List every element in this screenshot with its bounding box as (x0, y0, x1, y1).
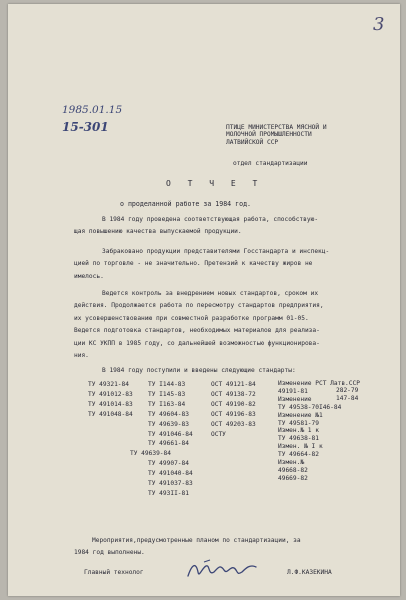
paragraph-line: действия. Продолжается работа по пересмотру стандартов предприятия, (74, 302, 324, 310)
standards-column-1 (88, 380, 133, 420)
standard-item: ОСТ 49138-72 (211, 390, 256, 398)
standard-item: ОСТ 49190-82 (211, 400, 256, 408)
paragraph-line: Ведется контроль за внедрением новых стандартов, сроком их (102, 290, 319, 297)
standards-column-2 (130, 380, 193, 499)
standard-item: ОСТ 49196-83 (211, 410, 256, 418)
standard-item: Измен.№ 1 к (278, 427, 319, 435)
standard-item: ТУ 491048-84 (88, 410, 133, 418)
registration-date: 1985.01.15 (62, 104, 123, 116)
paragraph-line: Забраковано продукции представителями Госстандарта и инспекц- (102, 248, 330, 255)
paragraph-line: ции КС УКПП в 1985 году, со дальнейшей возможностью функционирова- (74, 339, 320, 347)
signatory-position: Главный технолог (84, 569, 144, 576)
header-line: ПТИЦЕ МИНИСТЕРСТВА МЯСНОЙ И (226, 124, 327, 131)
standard-item: Измен. № I к (278, 443, 323, 451)
paragraph-3 (74, 288, 374, 362)
standard-item: ТУ 49639-84 (130, 450, 171, 458)
standard-item: ТУ I144-83 (148, 381, 186, 388)
department-name: отдел стандартизации (233, 160, 308, 167)
paragraph-line: щая повышению качества выпускаемой продукции. (74, 228, 242, 236)
header-line: ЛАТВИЙСКОЙ ССР (226, 138, 279, 146)
standard-item: 49669-82 (278, 474, 308, 482)
standard-item: ТУ 49661-84 (148, 440, 189, 448)
paragraph-line: их усовершенствованию при совместной разработке программ 01-05. (74, 314, 309, 322)
standard-item: 282-79 (336, 387, 359, 394)
standard-item: Измен.№ (278, 459, 305, 467)
standard-item: ТУ 491046-84 (148, 430, 193, 438)
signatory-name: Л.Ф.КАЗЕКИНА (287, 569, 332, 576)
standard-item: Изменение (278, 395, 312, 403)
standard-item: ОСТУ (211, 430, 226, 438)
standard-item: 49668-82 (278, 466, 308, 474)
registration-number: 15-301 (62, 120, 109, 134)
standard-item: ТУ I145-83 (148, 390, 186, 398)
standard-item: ТУ 49321-84 (88, 381, 129, 388)
standard-item: ТУ 491014-83 (88, 400, 133, 408)
standard-item: ТУ I163-84 (148, 400, 186, 408)
standard-item: ТУ 49907-84 (148, 460, 189, 468)
organization-header (226, 124, 327, 146)
standard-item: ТУ 493II-81 (148, 489, 189, 497)
standard-item: ТУ 49664-82 (278, 451, 319, 459)
standard-item: ТУ 491040-84 (148, 470, 193, 478)
document-subtitle: о проделанной работе за 1984 год. (120, 200, 252, 208)
paragraph-1 (74, 214, 374, 239)
closing-statement (74, 535, 301, 560)
standard-item: ОСТ 49203-83 (211, 420, 256, 428)
paragraph-line: имелось. (74, 272, 104, 280)
standards-intro: В 1984 году поступили и введены следующие стандарты: (102, 367, 296, 374)
closing-line: 1984 год выполнены. (74, 549, 145, 557)
paragraph-line: ния. (74, 352, 89, 360)
standard-item: ТУ 49604-83 (148, 410, 189, 418)
standards-column-4-numbers (336, 387, 358, 403)
standard-item: ТУ 49538-70І46-84 (278, 403, 342, 411)
signature (184, 558, 264, 582)
standard-item: 147-84 (336, 395, 359, 402)
standard-item: ОСТ 49121-84 (211, 381, 256, 388)
standard-item: Изменение РСТ Латв.ССР (278, 380, 360, 387)
standard-item: ТУ 49581-79 (278, 419, 319, 427)
paragraph-line: Ведется подготовка стандартов, необходимых материалов для реализа- (74, 327, 320, 335)
paragraph-line: цией по торговле - не значительно. Претензий к качеству жиров не (74, 260, 313, 268)
document-title: О Т Ч Е Т (166, 179, 264, 188)
paragraph-2 (74, 246, 374, 283)
paragraph-line: В 1984 году проведена соответствующая работа, способствую- (102, 216, 319, 223)
document-page (8, 4, 400, 596)
standard-item: Изменение №1 (278, 411, 323, 419)
header-line: МОЛОЧНОЙ ПРОМЫШЛЕННОСТИ (226, 131, 312, 139)
standard-item: ТУ 491012-83 (88, 390, 133, 398)
standard-item: ТУ 49638-81 (278, 435, 319, 443)
standard-item: ТУ 49639-83 (148, 420, 189, 428)
standard-item: ТУ 491037-83 (148, 480, 193, 488)
standard-item: 49191-81 (278, 387, 308, 395)
closing-line: Мероприятия,предусмотренные планом по стандартизации, за (92, 537, 301, 544)
standards-column-3 (211, 380, 256, 439)
page-number: 3 (373, 14, 385, 35)
